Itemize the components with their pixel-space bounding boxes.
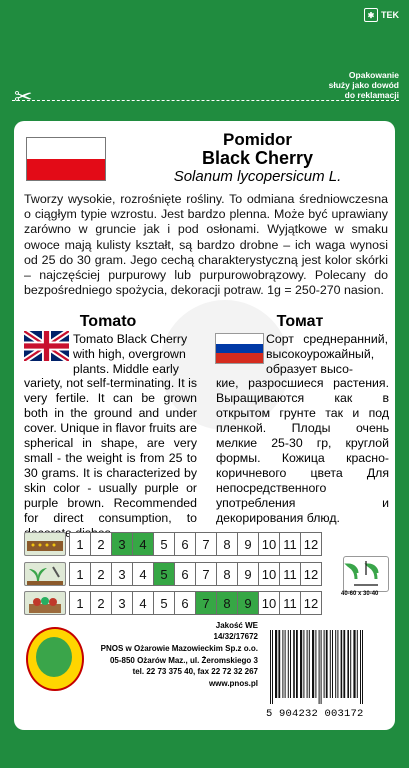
month-cell: 8: [216, 591, 238, 615]
brand-mark-icon: ✱: [364, 8, 378, 22]
polish-flag-icon: [26, 137, 106, 181]
month-cell: 5: [153, 562, 175, 586]
month-cell: 4: [132, 591, 154, 615]
month-cell: 12: [300, 591, 322, 615]
month-cell: 12: [300, 532, 322, 556]
harvest-icon: [24, 591, 66, 615]
barcode-number: 5 904232 003172: [266, 708, 364, 720]
product-title: [140, 131, 375, 186]
month-cell: 3: [111, 562, 133, 586]
russian-description: кие, разросшиеся растения. Выращиваются как в открытом грунте так и под пленкой. Плоды очень мелкие 25-30 гр, круглой формы. Кожица красно-коричневого цвета Для непосредственного употребления и декорирования блюд.: [216, 376, 389, 525]
month-cell: 6: [174, 532, 196, 556]
spacing-icon: [343, 556, 389, 592]
month-cell: 2: [90, 591, 112, 615]
month-cell: 9: [237, 532, 259, 556]
month-cell: 9: [237, 591, 259, 615]
polish-description: Tworzy wysokie, rozrośnięte rośliny. To odmiana średniowczesna o ciągłym typie wzrostu. Jest bardzo plenna. Może być uprawiany zarówno w gruncie jak i pod osłonami. Wyjątkowe w smaku owoce mają kulisty kształt, są bardzo drobne – ich waga wynosi od 25 do 30 gram. Jego cechą charakterystyczną jest kolor skórki – najczęściej purpurowy lub purpurowobrązowy. Polecany do bezpośredniego spożycia, dekoracji potraw. 1g = 250-270 nasion.: [24, 192, 388, 298]
calendar-row-harvest: [70, 591, 322, 615]
english-description-start: Tomato Black Cherry with high, overgrown plants. Middle early: [73, 332, 188, 376]
month-cell: 7: [195, 562, 217, 586]
month-cell: 1: [69, 532, 91, 556]
month-cell: 10: [258, 532, 280, 556]
russian-description-start: Сорт среднеранний, высокоурожайный, образует высо-: [266, 332, 388, 376]
month-cell: 6: [174, 591, 196, 615]
quality-info: Jakość WE 14/32/17672: [213, 621, 258, 641]
month-cell: 3: [111, 532, 133, 556]
latin-name: Solanum lycopersicum L.: [173, 168, 342, 185]
month-cell: 8: [216, 562, 238, 586]
scissors-icon: ✂: [14, 84, 33, 109]
pnos-seal-logo: [26, 627, 84, 691]
uk-flag-icon: [24, 331, 69, 361]
month-cell: 8: [216, 532, 238, 556]
month-cell: 10: [258, 562, 280, 586]
english-heading: Tomato: [79, 313, 137, 330]
russian-heading: Томат: [276, 313, 324, 330]
month-cell: 5: [153, 591, 175, 615]
brand-logo: [364, 8, 399, 22]
planting-icon: [24, 562, 66, 586]
cut-line: [12, 100, 399, 101]
spacing-label: 40-60 x 30-40: [341, 591, 379, 597]
sowing-icon: [24, 532, 66, 556]
month-cell: 6: [174, 562, 196, 586]
month-cell: 11: [279, 562, 301, 586]
month-cell: 4: [132, 532, 154, 556]
month-cell: 12: [300, 562, 322, 586]
month-cell: 7: [195, 591, 217, 615]
month-cell: 2: [90, 562, 112, 586]
month-cell: 4: [132, 562, 154, 586]
english-description: variety, not self-terminating. It is very fertile. It can be grown both in the ground and under cover. Unique in flavor fruits are spherical in shape, are very small - the weight is from 25 to 30 grams. It is characterized by skin color - usually purple or purple brown. Recommended for direct consumption, to: [24, 376, 197, 525]
calendar-row-sowing: [70, 532, 322, 556]
month-cell: 3: [111, 591, 133, 615]
month-cell: 5: [153, 532, 175, 556]
variety-name: Black Cherry: [201, 148, 314, 168]
complaint-note: Opakowanie służy jako dowód do reklamacji: [328, 70, 399, 101]
month-cell: 9: [237, 562, 259, 586]
month-cell: 1: [69, 591, 91, 615]
month-cell: 1: [69, 562, 91, 586]
calendar-row-planting: [70, 562, 322, 586]
month-cell: 11: [279, 591, 301, 615]
month-cell: 10: [258, 591, 280, 615]
month-cell: 7: [195, 532, 217, 556]
barcode: [266, 628, 386, 706]
product-type: Pomidor: [223, 130, 292, 149]
brand-logo-text: TEK: [381, 10, 399, 20]
russian-flag-icon: [215, 333, 264, 364]
company-address: PNOS w Ożarowie Mazowieckim Sp.z o.o. 05-850 Ożarów Maz., ul. Żeromskiego 3 tel. 22 73 375 40, fax 22 72 32 267 www.pnos.pl: [100, 644, 258, 688]
month-cell: 2: [90, 532, 112, 556]
month-cell: 11: [279, 532, 301, 556]
